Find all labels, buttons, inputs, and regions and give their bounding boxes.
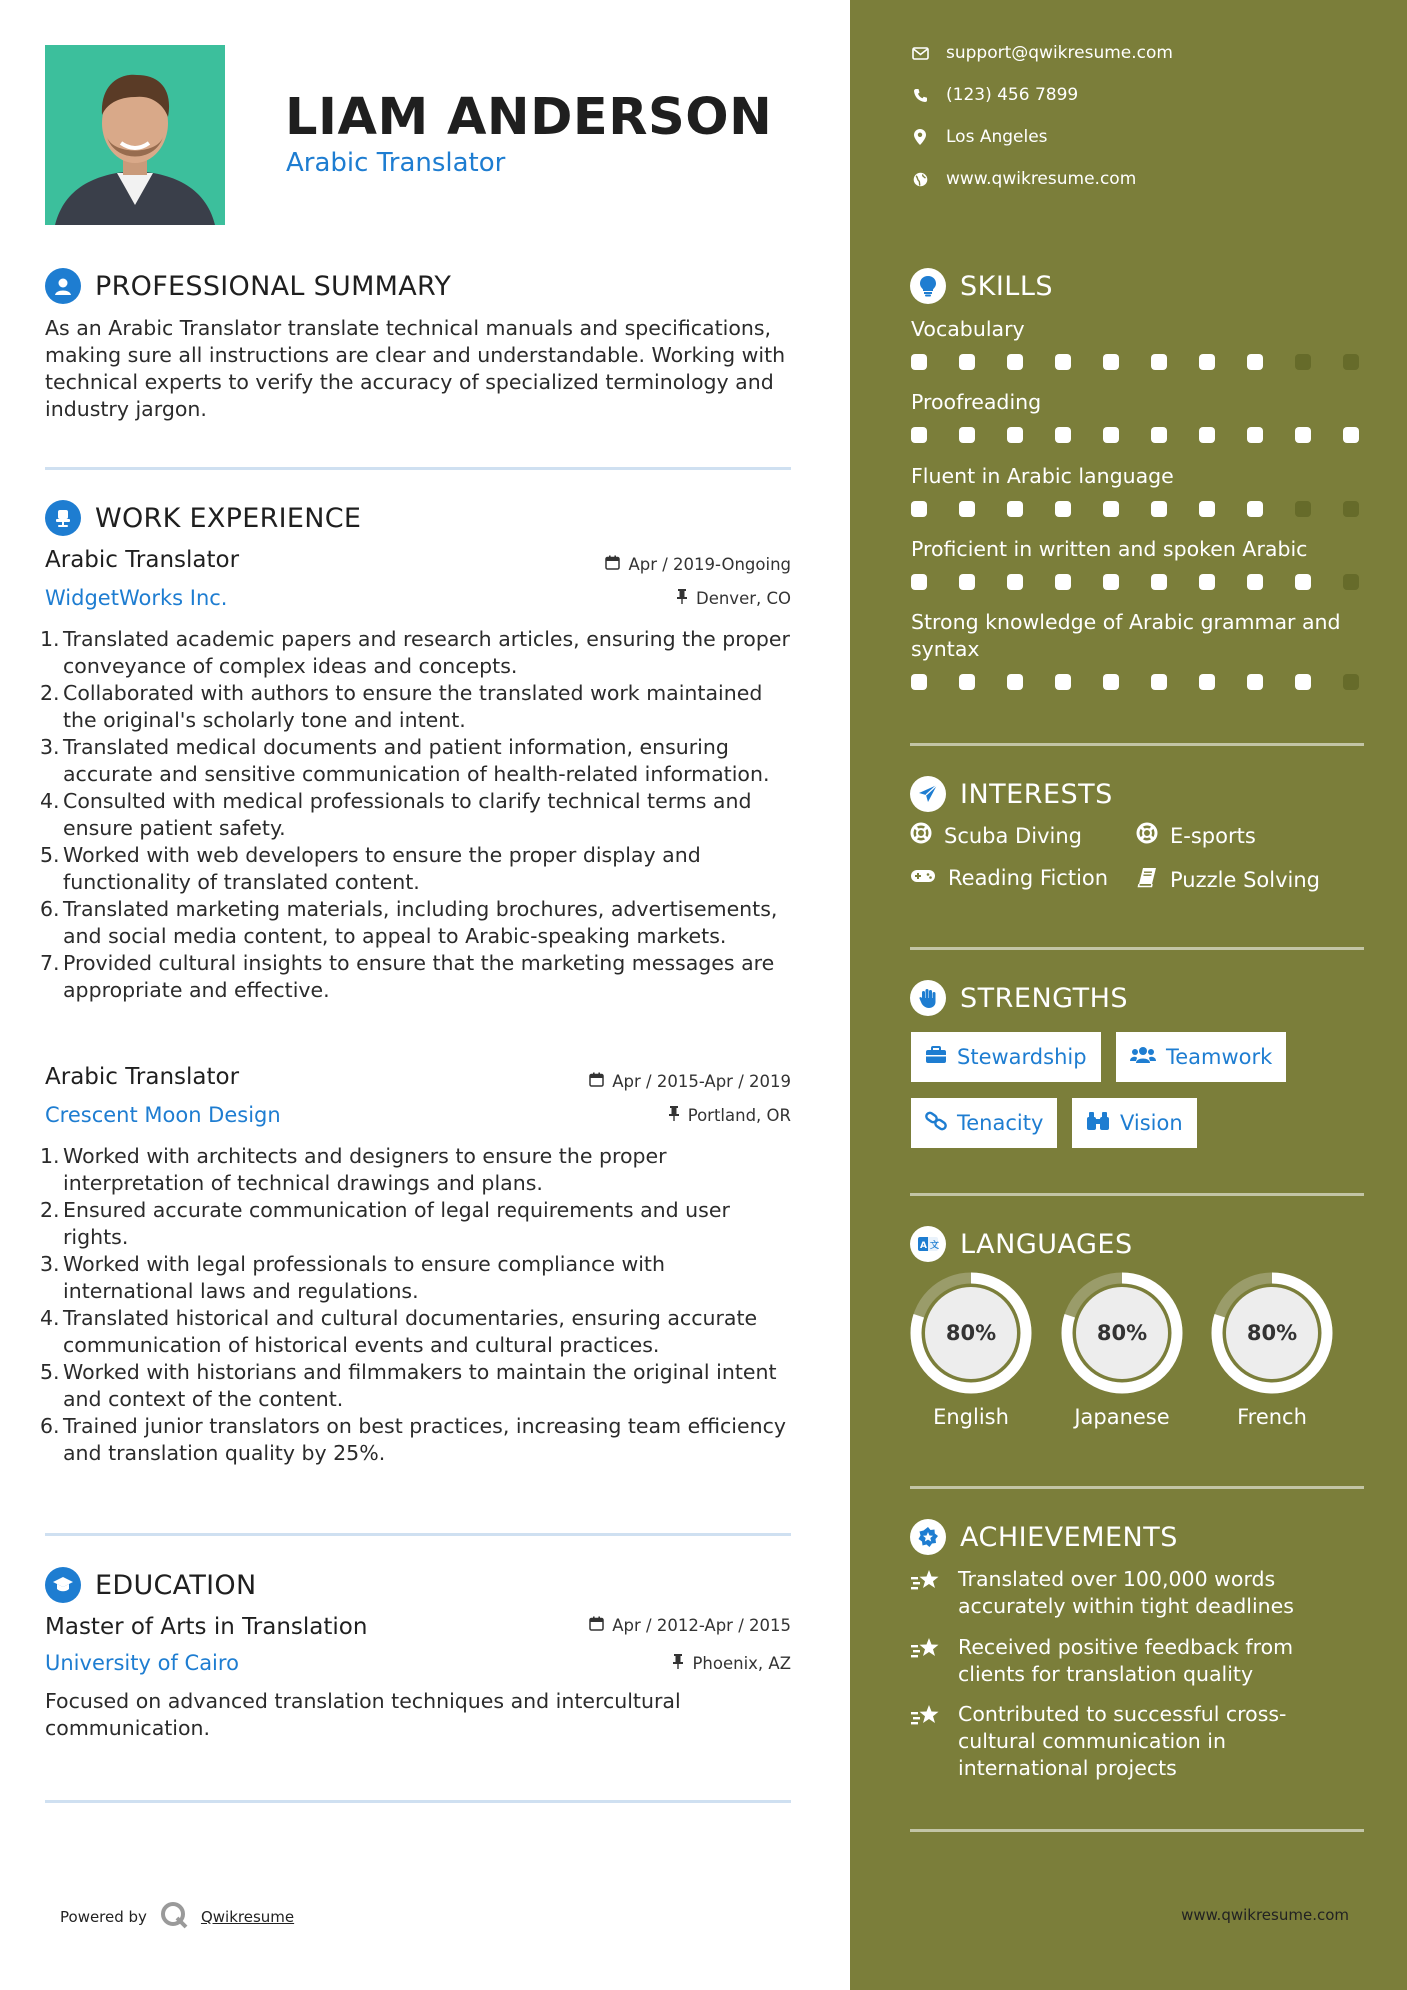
skill-dot-filled (959, 354, 975, 370)
skill-dot-filled (1199, 501, 1215, 517)
language-percent: 80% (945, 1321, 997, 1345)
skill-dot-filled (1151, 501, 1167, 517)
section-divider (910, 1486, 1364, 1489)
strength-label: Tenacity (957, 1111, 1044, 1135)
interest-label: Reading Fiction (948, 866, 1109, 890)
footer-powered-by (60, 1900, 294, 1934)
skill-dot-filled (1007, 501, 1023, 517)
skill-dot-filled (1199, 574, 1215, 590)
skill-dot-filled (1151, 427, 1167, 443)
envelope-icon (910, 47, 930, 60)
skill-dot-filled (1103, 501, 1119, 517)
list-item: 6. Trained junior translators on best practices, increasing team efficiency and translation quality by 25%. (40, 1414, 786, 1465)
interest-item (910, 822, 1082, 849)
skills-title: SKILLS (960, 270, 1054, 302)
interests-header (910, 776, 1113, 812)
lightbulb-icon (910, 268, 946, 304)
skill-dot-filled (1343, 427, 1359, 443)
candidate-name: LIAM ANDERSON (285, 88, 773, 147)
job-date (605, 555, 791, 574)
skill-dot-filled (1295, 427, 1311, 443)
languages-header (910, 1226, 1133, 1262)
skill-dot-filled (1007, 574, 1023, 590)
achievement-text: Received positive feedback from clients for translation quality (958, 1635, 1294, 1686)
job-bullets (40, 1143, 800, 1467)
section-divider (910, 743, 1364, 746)
pin-icon (672, 1654, 684, 1673)
skill-dot-filled (1247, 354, 1263, 370)
strength-chip (1116, 1032, 1286, 1082)
list-item: 4. Translated historical and cultural documentaries, ensuring accurate communication of historical events and cultural practices. (40, 1306, 758, 1357)
contact-email-text: support@qwikresume.com (946, 43, 1173, 63)
users-icon (1130, 1045, 1156, 1069)
strengths-header (910, 980, 1128, 1016)
education-location-text: Phoenix, AZ (692, 1654, 791, 1673)
education-date-text: Apr / 2012-Apr / 2015 (612, 1616, 791, 1635)
section-divider (910, 1829, 1364, 1832)
job-date-text: Apr / 2019-Ongoing (628, 555, 791, 574)
skill-dot-filled (959, 574, 975, 590)
skill-dot-filled (1103, 674, 1119, 690)
calendar-icon (589, 1616, 604, 1635)
language-name: English (933, 1405, 1009, 1429)
skill-dot-filled (959, 427, 975, 443)
list-item: 4. Consulted with medical professionals to clarify technical terms and ensure patient safety. (40, 789, 752, 840)
skill-dot-filled (1247, 427, 1263, 443)
strength-label: Teamwork (1166, 1045, 1273, 1069)
job-location-text: Denver, CO (695, 589, 791, 608)
achievements-title: ACHIEVEMENTS (960, 1521, 1178, 1553)
calendar-icon (605, 555, 620, 574)
strength-chip (911, 1098, 1057, 1148)
language-item (909, 1271, 1033, 1429)
skill-dot-empty (1343, 674, 1359, 690)
skill-dot-filled (959, 501, 975, 517)
section-divider (45, 467, 791, 470)
education-school: University of Cairo (45, 1651, 239, 1675)
skill-dot-filled (1055, 354, 1071, 370)
language-percent: 80% (1096, 1321, 1148, 1345)
skill-dot-filled (959, 674, 975, 690)
skill-name: Proofreading (911, 390, 1042, 414)
svg-text:文: 文 (930, 1241, 939, 1251)
skill-dot-filled (1055, 574, 1071, 590)
skill-dot-filled (1199, 427, 1215, 443)
list-item: 5. Worked with web developers to ensure the proper display and functionality of translated content. (40, 843, 701, 894)
achievement-item (910, 1701, 1338, 1782)
list-item: 2. Collaborated with authors to ensure the translated work maintained the original's scholarly tone and intent. (40, 681, 763, 732)
qwikresume-logo-icon (159, 1900, 189, 1934)
phone-icon (910, 88, 930, 103)
skill-level (911, 674, 1359, 690)
list-item: 7. Provided cultural insights to ensure that the marketing messages are appropriate and effective. (40, 951, 775, 1002)
skills-header (910, 268, 1053, 304)
hand-icon (910, 980, 946, 1016)
strength-label: Vision (1120, 1111, 1183, 1135)
achievement-text: Contributed to successful cross-cultural communication in international projects (958, 1702, 1287, 1780)
skill-dot-filled (911, 427, 927, 443)
skill-dot-empty (1295, 501, 1311, 517)
skill-dot-filled (1007, 427, 1023, 443)
list-item: 3. Translated medical documents and patient information, ensuring accurate and sensitive communication of health-related information. (40, 735, 770, 786)
contact-location-text: Los Angeles (946, 127, 1048, 147)
pin-icon (668, 1106, 680, 1125)
job-date (589, 1072, 791, 1091)
interests-title: INTERESTS (960, 778, 1113, 810)
education-location (672, 1654, 791, 1673)
job-date-text: Apr / 2015-Apr / 2019 (612, 1072, 791, 1091)
education-date (589, 1616, 791, 1635)
contact-location (910, 127, 1048, 147)
skill-dot-filled (1103, 354, 1119, 370)
graduation-cap-icon (45, 1567, 81, 1603)
lifebuoy-icon (1136, 822, 1158, 849)
link-icon (925, 1111, 947, 1136)
shooting-star-icon (910, 1701, 944, 1782)
summary-title: PROFESSIONAL SUMMARY (95, 270, 452, 302)
summary-header (45, 268, 451, 304)
skill-dot-filled (911, 354, 927, 370)
skill-dot-filled (1295, 674, 1311, 690)
skill-dot-filled (911, 501, 927, 517)
list-item: 1. Translated academic papers and research articles, ensuring the proper conveyance of complex ideas and concepts. (40, 627, 790, 678)
skill-dot-filled (911, 574, 927, 590)
job-role: Arabic Translator (45, 547, 240, 573)
contact-phone[interactable] (910, 85, 1078, 105)
skill-dot-filled (1103, 427, 1119, 443)
skill-dot-filled (1151, 574, 1167, 590)
pin-icon (676, 589, 688, 608)
skill-dot-filled (911, 674, 927, 690)
calendar-icon (589, 1072, 604, 1091)
languages-title: LANGUAGES (960, 1228, 1133, 1260)
experience-title: WORK EXPERIENCE (95, 502, 362, 534)
education-description: Focused on advanced translation techniques and intercultural communication. (45, 1689, 681, 1740)
footer-website[interactable]: www.qwikresume.com (1181, 1906, 1349, 1924)
skill-level (911, 574, 1359, 590)
language-name: Japanese (1074, 1405, 1170, 1429)
skill-name: Fluent in Arabic language (911, 464, 1174, 488)
skill-dot-filled (1247, 574, 1263, 590)
list-item: 2. Ensured accurate communication of legal requirements and user rights. (40, 1198, 730, 1249)
strength-label: Stewardship (957, 1045, 1087, 1069)
skill-level (911, 427, 1359, 443)
qwikresume-link[interactable]: Qwikresume (200, 1908, 295, 1926)
interest-item (1136, 866, 1320, 893)
contact-phone-text: (123) 456 7899 (946, 85, 1079, 105)
job-company: Crescent Moon Design (45, 1103, 281, 1127)
skill-dot-filled (1295, 574, 1311, 590)
skill-dot-filled (1247, 501, 1263, 517)
skill-dot-filled (1199, 354, 1215, 370)
skill-dot-filled (1247, 674, 1263, 690)
star-badge-icon (910, 1519, 946, 1555)
job-bullets (40, 626, 800, 1004)
skill-dot-filled (1199, 674, 1215, 690)
list-item: 5. Worked with historians and filmmakers to maintain the original intent and context of the content. (40, 1360, 777, 1411)
map-marker-icon (910, 129, 930, 145)
experience-header (45, 500, 361, 536)
skill-dot-filled (1055, 427, 1071, 443)
contact-email[interactable] (910, 43, 1173, 63)
language-percent: 80% (1246, 1321, 1298, 1345)
section-divider (45, 1800, 791, 1803)
skill-dot-filled (1055, 501, 1071, 517)
skill-name: Proficient in written and spoken Arabic (911, 537, 1308, 561)
strength-chip (911, 1032, 1101, 1082)
language-icon (910, 1226, 946, 1262)
contact-website-text: www.qwikresume.com (946, 169, 1137, 189)
lifebuoy-icon (910, 822, 932, 849)
paper-plane-icon (910, 776, 946, 812)
job-role: Arabic Translator (45, 1064, 240, 1090)
svg-text:A: A (920, 1241, 927, 1251)
skill-name: Vocabulary (911, 317, 1025, 341)
education-title: EDUCATION (95, 1569, 257, 1601)
achievements-header (910, 1519, 1178, 1555)
education-degree: Master of Arts in Translation (45, 1614, 368, 1640)
language-name: French (1237, 1405, 1307, 1429)
binoculars-icon (1086, 1111, 1110, 1136)
strengths-title: STRENGTHS (960, 982, 1129, 1014)
achievement-text: Translated over 100,000 words accurately within tight deadlines (958, 1567, 1294, 1618)
skill-dot-empty (1343, 574, 1359, 590)
shooting-star-icon (910, 1634, 944, 1688)
language-item (1060, 1271, 1184, 1429)
skill-dot-filled (1103, 574, 1119, 590)
globe-icon (910, 172, 930, 187)
interest-label: Puzzle Solving (1170, 867, 1320, 892)
interest-item (910, 866, 1108, 890)
candidate-title: Arabic Translator (286, 148, 506, 178)
shooting-star-icon (910, 1566, 944, 1620)
interest-item (1136, 822, 1256, 849)
section-divider (910, 947, 1364, 950)
skill-dot-filled (1151, 354, 1167, 370)
section-divider (910, 1193, 1364, 1196)
skill-dot-empty (1343, 354, 1359, 370)
user-icon (45, 268, 81, 304)
list-item: 6. Translated marketing materials, including brochures, advertisements, and social media content, to appeal to Arabic-speaking markets. (40, 897, 778, 948)
interest-label: Scuba Diving (944, 823, 1082, 848)
skill-dot-filled (1007, 674, 1023, 690)
skill-level (911, 501, 1359, 517)
job-location (676, 589, 791, 608)
interest-label: E-sports (1170, 823, 1256, 848)
skill-name: Strong knowledge of Arabic grammar and syntax (911, 610, 1341, 661)
education-header (45, 1567, 256, 1603)
powered-by-text: Powered by (60, 1908, 147, 1926)
section-divider (45, 1533, 791, 1536)
list-item: 1. Worked with architects and designers to ensure the proper interpretation of technical drawings and plans. (40, 1144, 667, 1195)
achievement-item (910, 1566, 1338, 1620)
strength-chip (1072, 1098, 1197, 1148)
skill-dot-empty (1343, 501, 1359, 517)
skill-dot-empty (1295, 354, 1311, 370)
skill-dot-filled (1007, 354, 1023, 370)
briefcase-icon (925, 1045, 947, 1069)
skill-level (911, 354, 1359, 370)
chair-icon (45, 500, 81, 536)
book-icon (1136, 866, 1158, 893)
summary-text: As an Arabic Translator translate technical manuals and specifications, making sure all instructions are clear and understandable. Working with technical experts to verify the accuracy of specialized terminology and industry jargon. (45, 316, 786, 421)
profile-photo (45, 45, 225, 225)
gamepad-icon (910, 866, 936, 890)
contact-website[interactable] (910, 169, 1136, 189)
achievement-item (910, 1634, 1338, 1688)
job-company: WidgetWorks Inc. (45, 586, 228, 610)
skill-dot-filled (1055, 674, 1071, 690)
skill-dot-filled (1151, 674, 1167, 690)
list-item: 3. Worked with legal professionals to ensure compliance with international laws and regulations. (40, 1252, 665, 1303)
job-location-text: Portland, OR (687, 1106, 791, 1125)
job-location (668, 1106, 791, 1125)
language-item (1210, 1271, 1334, 1429)
